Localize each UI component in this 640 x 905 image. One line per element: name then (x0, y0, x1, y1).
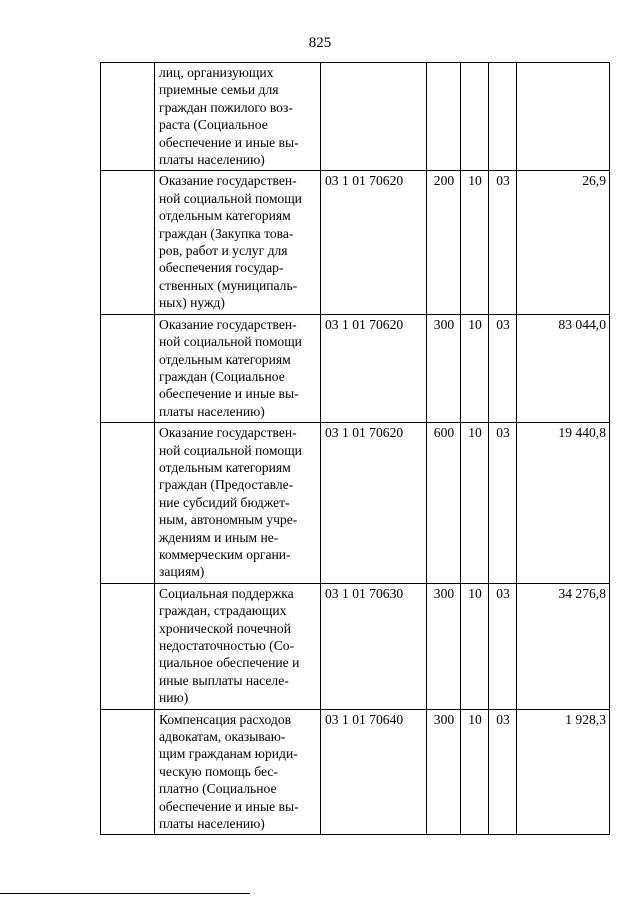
item-name-line: граждан (Социальное (159, 368, 285, 384)
item-name-line: граждан (Закупка това- (159, 225, 294, 241)
expense-type-cell: 300 (427, 709, 461, 835)
item-name-line: отдельным категориям (159, 459, 291, 475)
table-row (101, 709, 610, 835)
subsection-cell: 03 (489, 709, 517, 835)
table-row (101, 314, 610, 422)
item-name-line: Оказание государствен- (159, 425, 297, 441)
empty-cell (101, 709, 155, 835)
item-name-line: обеспечение и иные вы- (159, 798, 299, 814)
item-name-line: граждан пожилого воз- (159, 99, 293, 115)
item-name-cell (155, 583, 321, 709)
item-name-line: Компенсация расходов (159, 711, 292, 727)
item-name-line: лиц, организующих (159, 65, 274, 80)
expense-type-cell: 600 (427, 423, 461, 584)
item-name-line: ных) нужд) (159, 295, 225, 311)
item-name-line: коммерческим органи- (159, 546, 291, 562)
target-code-cell: 03 1 01 70640 (321, 709, 427, 835)
empty-cell (101, 63, 155, 171)
item-name-line: обеспечения государ- (159, 260, 284, 276)
item-name-line: ной социальной помощи (159, 190, 302, 206)
amount-cell: 1 928,3 (517, 709, 610, 835)
footnote-rule (0, 893, 250, 894)
item-name-line: ным, автономным учре- (159, 512, 298, 528)
subsection-cell: 03 (489, 171, 517, 314)
item-name-line: платы населению) (159, 403, 265, 419)
item-name-cell (155, 423, 321, 584)
subsection-cell (489, 63, 517, 171)
item-name-line: раста (Социальное (159, 117, 268, 133)
empty-cell (101, 583, 155, 709)
item-name-cell (155, 171, 321, 314)
target-code-cell (321, 63, 427, 171)
item-name-line: хронической почечной (159, 620, 292, 636)
table-row (101, 423, 610, 584)
target-code-cell: 03 1 01 70620 (321, 314, 427, 422)
amount-cell: 34 276,8 (517, 583, 610, 709)
empty-cell (101, 423, 155, 584)
item-name-line: щим гражданам юриди- (159, 746, 298, 762)
section-cell: 10 (461, 423, 489, 584)
item-name-line: недостаточностью (Со- (159, 638, 295, 653)
table-row (101, 583, 610, 709)
subsection-cell: 03 (489, 314, 517, 422)
item-name-line: ние субсидий бюджет- (159, 494, 290, 510)
table-row (101, 63, 610, 171)
expense-type-cell: 200 (427, 171, 461, 314)
expense-type-cell (427, 63, 461, 171)
section-cell: 10 (461, 314, 489, 422)
empty-cell (101, 171, 155, 314)
amount-cell: 83 044,0 (517, 314, 610, 422)
item-name-line: приемные семьи для (159, 82, 279, 98)
budget-table (100, 62, 610, 835)
empty-cell (101, 314, 155, 422)
item-name-line: циальное обеспечение и (159, 655, 300, 671)
item-name-cell (155, 709, 321, 835)
item-name-line: нию) (159, 690, 189, 706)
subsection-cell: 03 (489, 583, 517, 709)
expense-type-cell: 300 (427, 314, 461, 422)
section-cell: 10 (461, 709, 489, 835)
item-name-cell (155, 63, 321, 171)
item-name-line: ной социальной помощи (159, 334, 302, 350)
amount-cell: 26,9 (517, 171, 610, 314)
item-name-cell (155, 314, 321, 422)
item-name-line: ров, работ и услуг для (159, 243, 288, 259)
section-cell (461, 63, 489, 171)
item-name-line: ственных (муниципаль- (159, 277, 298, 293)
table-row (101, 171, 610, 314)
expense-type-cell: 300 (427, 583, 461, 709)
item-name-line: ной социальной помощи (159, 442, 302, 458)
item-name-line: ждениям и иным не- (159, 529, 279, 545)
item-name-line: Оказание государствен- (159, 316, 297, 332)
target-code-cell: 03 1 01 70620 (321, 171, 427, 314)
target-code-cell: 03 1 01 70620 (321, 423, 427, 584)
item-name-line: обеспечение и иные вы- (159, 134, 299, 150)
item-name-line: платы населению) (159, 816, 265, 832)
section-cell: 10 (461, 583, 489, 709)
item-name-line: граждан (Предоставле- (159, 477, 294, 493)
page-number: 825 (308, 35, 332, 51)
item-name-line: адвокатам, оказываю- (159, 729, 286, 745)
target-code-cell: 03 1 01 70630 (321, 583, 427, 709)
item-name-line: платно (Социальное (159, 781, 277, 797)
item-name-line: обеспечение и иные вы- (159, 386, 299, 402)
item-name-line: отдельным категориям (159, 208, 291, 224)
budget-table-body (101, 63, 610, 835)
item-name-line: платы населению) (159, 152, 265, 168)
item-name-line: зациям) (159, 564, 205, 580)
item-name-line: Оказание государствен- (159, 173, 297, 189)
subsection-cell: 03 (489, 423, 517, 584)
item-name-line: отдельным категориям (159, 351, 291, 367)
amount-cell: 19 440,8 (517, 423, 610, 584)
item-name-line: ческую помощь бес- (159, 763, 278, 779)
item-name-line: Социальная поддержка (159, 585, 294, 601)
section-cell: 10 (461, 171, 489, 314)
item-name-line: граждан, страдающих (159, 603, 287, 619)
item-name-line: иные выплаты населе- (159, 672, 289, 688)
amount-cell (517, 63, 610, 171)
